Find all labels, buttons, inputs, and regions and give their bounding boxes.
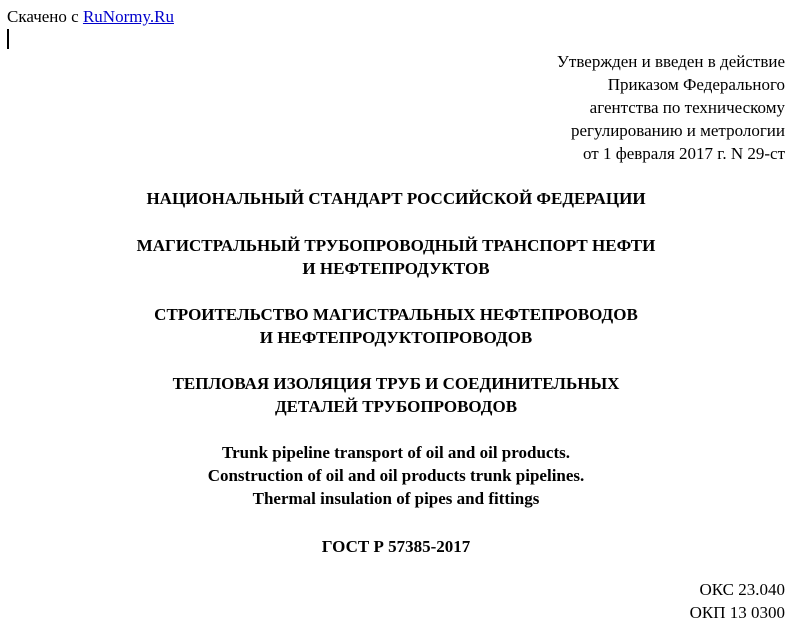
designation-heading xyxy=(0,535,792,558)
english-title-line: Construction of oil and oil products trunk pipelines. xyxy=(207,466,585,485)
standard-designation: ГОСТ Р 57385-2017 xyxy=(321,537,471,556)
text-cursor xyxy=(7,29,9,49)
classification-codes xyxy=(690,578,785,624)
source-link[interactable]: RuNormy.Ru xyxy=(82,7,174,26)
standard-type: НАЦИОНАЛЬНЫЙ СТАНДАРТ РОССИЙСКОЙ ФЕДЕРАЦИИ xyxy=(146,189,646,208)
title-general-line: И НЕФТЕПРОДУКТОВ xyxy=(302,259,490,278)
standard-type-heading xyxy=(0,187,792,210)
approval-line: Утвержден и введен в действие xyxy=(556,52,785,71)
title-specific-line: ТЕПЛОВАЯ ИЗОЛЯЦИЯ ТРУБ И СОЕДИНИТЕЛЬНЫХ xyxy=(172,374,620,393)
approval-line: агентства по техническому xyxy=(589,98,785,117)
title-sub-line: И НЕФТЕПРОДУКТОПРОВОДОВ xyxy=(259,328,533,347)
approval-line: от 1 февраля 2017 г. N 29-ст xyxy=(582,144,785,163)
title-sub xyxy=(0,303,792,349)
title-specific xyxy=(0,372,792,418)
approval-line: Приказом Федерального xyxy=(607,75,785,94)
source-prefix: Скачено с xyxy=(7,7,83,26)
english-title xyxy=(0,441,792,510)
title-sub-line: СТРОИТЕЛЬСТВО МАГИСТРАЛЬНЫХ НЕФТЕПРОВОДОВ xyxy=(154,305,638,324)
title-specific-line: ДЕТАЛЕЙ ТРУБОПРОВОДОВ xyxy=(274,397,518,416)
english-title-line: Trunk pipeline transport of oil and oil products. xyxy=(222,443,570,462)
title-general xyxy=(0,234,792,280)
approval-block xyxy=(557,50,785,165)
okp-code: ОКП 13 0300 xyxy=(689,603,785,622)
title-general-line: МАГИСТРАЛЬНЫЙ ТРУБОПРОВОДНЫЙ ТРАНСПОРТ НЕФТИ xyxy=(136,236,656,255)
source-line xyxy=(7,5,174,28)
oks-code: ОКС 23.040 xyxy=(699,580,785,599)
approval-line: регулированию и метрологии xyxy=(570,121,785,140)
english-title-line: Thermal insulation of pipes and fittings xyxy=(252,489,540,508)
